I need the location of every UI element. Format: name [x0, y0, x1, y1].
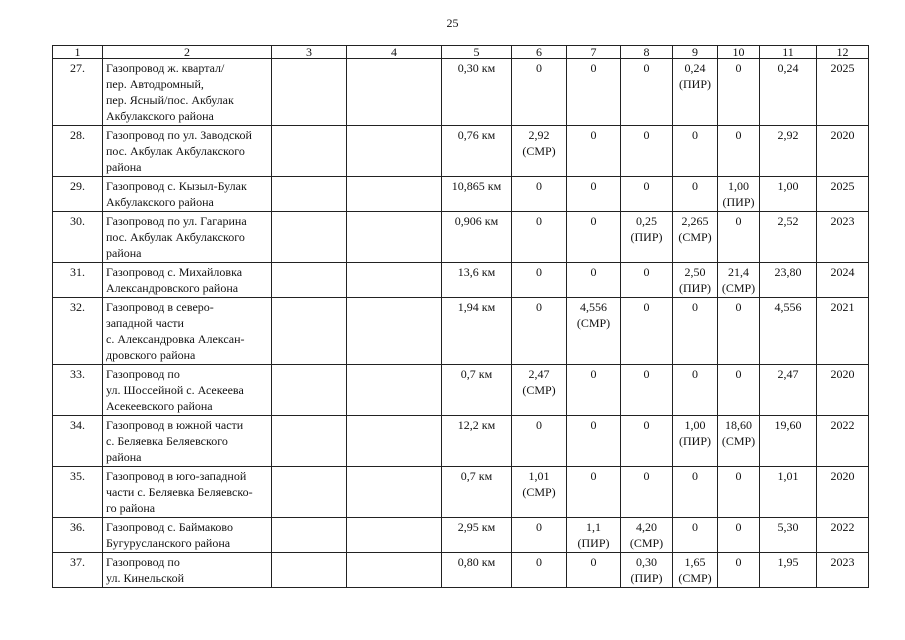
object-name-cell: Газопровод в юго-западной части с. Беляевка Беляевско- го района: [103, 467, 272, 518]
col3-cell: [272, 177, 347, 212]
col4-cell: [347, 365, 442, 416]
col6-cell: 2,47 (СМР): [512, 365, 567, 416]
row-number-cell: 35.: [53, 467, 103, 518]
object-name-cell: Газопровод в южной части с. Беляевка Беляевского района: [103, 416, 272, 467]
header-cell: 4: [347, 46, 442, 59]
object-name-cell: Газопровод по ул. Заводской пос. Акбулак Акбулакского района: [103, 126, 272, 177]
col7-cell: 0: [567, 467, 621, 518]
col6-cell: 0: [512, 177, 567, 212]
object-name-cell: Газопровод по ул. Гагарина пос. Акбулак Акбулакского района: [103, 212, 272, 263]
year-cell: 2024: [817, 263, 869, 298]
total-cell: 23,80: [760, 263, 817, 298]
col10-cell: 21,4 (СМР): [718, 263, 760, 298]
col6-cell: 0: [512, 212, 567, 263]
col9-cell: 0: [673, 126, 718, 177]
col4-cell: [347, 518, 442, 553]
col4-cell: [347, 298, 442, 365]
col7-cell: 4,556 (СМР): [567, 298, 621, 365]
length-cell: 12,2 км: [442, 416, 512, 467]
col3-cell: [272, 59, 347, 126]
col3-cell: [272, 365, 347, 416]
col6-cell: 0: [512, 263, 567, 298]
table-row: [53, 263, 869, 298]
object-name-cell: Газопровод ж. квартал/ пер. Автодромный, пер. Ясный/пос. Акбулак Акбулакского района: [103, 59, 272, 126]
col4-cell: [347, 553, 442, 588]
col9-cell: 0: [673, 365, 718, 416]
col7-cell: 0: [567, 416, 621, 467]
col7-cell: 1,1 (ПИР): [567, 518, 621, 553]
col9-cell: 0: [673, 518, 718, 553]
year-cell: 2020: [817, 467, 869, 518]
row-number-cell: 30.: [53, 212, 103, 263]
row-number-cell: 34.: [53, 416, 103, 467]
table-row: [53, 59, 869, 126]
col10-cell: 0: [718, 553, 760, 588]
row-number-cell: 32.: [53, 298, 103, 365]
row-number-cell: 37.: [53, 553, 103, 588]
col10-cell: 0: [718, 126, 760, 177]
length-cell: 2,95 км: [442, 518, 512, 553]
year-cell: 2020: [817, 126, 869, 177]
page-number: 25: [446, 16, 459, 30]
col7-cell: 0: [567, 59, 621, 126]
col8-cell: 0: [621, 365, 673, 416]
header-cell: 12: [817, 46, 869, 59]
col6-cell: 0: [512, 59, 567, 126]
col8-cell: 0,25 (ПИР): [621, 212, 673, 263]
col3-cell: [272, 553, 347, 588]
col6-cell: 0: [512, 553, 567, 588]
col7-cell: 0: [567, 212, 621, 263]
col7-cell: 0: [567, 553, 621, 588]
col7-cell: 0: [567, 263, 621, 298]
length-cell: 0,30 км: [442, 59, 512, 126]
table-row: [53, 365, 869, 416]
col3-cell: [272, 467, 347, 518]
header-cell: 2: [103, 46, 272, 59]
total-cell: 1,95: [760, 553, 817, 588]
year-cell: 2022: [817, 518, 869, 553]
col3-cell: [272, 518, 347, 553]
col4-cell: [347, 126, 442, 177]
total-cell: 2,47: [760, 365, 817, 416]
year-cell: 2023: [817, 553, 869, 588]
col6-cell: 0: [512, 416, 567, 467]
row-number-cell: 33.: [53, 365, 103, 416]
col4-cell: [347, 416, 442, 467]
col8-cell: 0: [621, 416, 673, 467]
col10-cell: 1,00 (ПИР): [718, 177, 760, 212]
total-cell: 4,556: [760, 298, 817, 365]
col10-cell: 0: [718, 365, 760, 416]
col4-cell: [347, 212, 442, 263]
col8-cell: 0,30 (ПИР): [621, 553, 673, 588]
length-cell: 10,865 км: [442, 177, 512, 212]
row-number-cell: 27.: [53, 59, 103, 126]
col9-cell: 2,50 (ПИР): [673, 263, 718, 298]
col10-cell: 0: [718, 518, 760, 553]
year-cell: 2025: [817, 59, 869, 126]
header-cell: 11: [760, 46, 817, 59]
col8-cell: 0: [621, 177, 673, 212]
col9-cell: 0: [673, 467, 718, 518]
col3-cell: [272, 212, 347, 263]
year-cell: 2023: [817, 212, 869, 263]
col8-cell: 0: [621, 59, 673, 126]
col8-cell: 0: [621, 298, 673, 365]
table-row: [53, 416, 869, 467]
table-row: [53, 212, 869, 263]
total-cell: 5,30: [760, 518, 817, 553]
col9-cell: 1,00 (ПИР): [673, 416, 718, 467]
col10-cell: 0: [718, 298, 760, 365]
object-name-cell: Газопровод по ул. Шоссейной с. Асекеева Асекеевского района: [103, 365, 272, 416]
year-cell: 2021: [817, 298, 869, 365]
header-cell: 9: [673, 46, 718, 59]
object-name-cell: Газопровод с. Михайловка Александровского района: [103, 263, 272, 298]
total-cell: 1,01: [760, 467, 817, 518]
col8-cell: 0: [621, 263, 673, 298]
col3-cell: [272, 416, 347, 467]
col10-cell: 0: [718, 212, 760, 263]
total-cell: 2,52: [760, 212, 817, 263]
header-cell: 3: [272, 46, 347, 59]
year-cell: 2022: [817, 416, 869, 467]
col10-cell: 0: [718, 59, 760, 126]
col3-cell: [272, 126, 347, 177]
length-cell: 0,906 км: [442, 212, 512, 263]
header-cell: 1: [53, 46, 103, 59]
col7-cell: 0: [567, 365, 621, 416]
col9-cell: 0,24 (ПИР): [673, 59, 718, 126]
col4-cell: [347, 467, 442, 518]
length-cell: 13,6 км: [442, 263, 512, 298]
row-number-cell: 28.: [53, 126, 103, 177]
table-row: [53, 126, 869, 177]
row-number-cell: 29.: [53, 177, 103, 212]
col7-cell: 0: [567, 177, 621, 212]
header-cell: 10: [718, 46, 760, 59]
col6-cell: 0: [512, 518, 567, 553]
length-cell: 0,76 км: [442, 126, 512, 177]
col4-cell: [347, 177, 442, 212]
col9-cell: 0: [673, 177, 718, 212]
length-cell: 0,7 км: [442, 365, 512, 416]
col3-cell: [272, 263, 347, 298]
object-name-cell: Газопровод по ул. Кинельской: [103, 553, 272, 588]
col8-cell: 0: [621, 126, 673, 177]
object-name-cell: Газопровод в северо- западной части с. Александровка Алексан- дровского района: [103, 298, 272, 365]
header-cell: 7: [567, 46, 621, 59]
col8-cell: 4,20 (СМР): [621, 518, 673, 553]
row-number-cell: 36.: [53, 518, 103, 553]
gas-pipeline-table: [52, 45, 869, 588]
table-row: [53, 177, 869, 212]
header-cell: 6: [512, 46, 567, 59]
col9-cell: 1,65 (СМР): [673, 553, 718, 588]
col10-cell: 0: [718, 467, 760, 518]
table-row: [53, 553, 869, 588]
total-cell: 1,00: [760, 177, 817, 212]
object-name-cell: Газопровод с. Баймаково Бугурусланского района: [103, 518, 272, 553]
col3-cell: [272, 298, 347, 365]
header-row: [53, 46, 869, 59]
header-cell: 5: [442, 46, 512, 59]
total-cell: 0,24: [760, 59, 817, 126]
col9-cell: 0: [673, 298, 718, 365]
total-cell: 19,60: [760, 416, 817, 467]
table-row: [53, 518, 869, 553]
col6-cell: 2,92 (СМР): [512, 126, 567, 177]
length-cell: 1,94 км: [442, 298, 512, 365]
col4-cell: [347, 263, 442, 298]
length-cell: 0,7 км: [442, 467, 512, 518]
object-name-cell: Газопровод с. Кызыл-Булак Акбулакского района: [103, 177, 272, 212]
row-number-cell: 31.: [53, 263, 103, 298]
table-row: [53, 467, 869, 518]
col6-cell: 1,01 (СМР): [512, 467, 567, 518]
col6-cell: 0: [512, 298, 567, 365]
col9-cell: 2,265 (СМР): [673, 212, 718, 263]
length-cell: 0,80 км: [442, 553, 512, 588]
header-cell: 8: [621, 46, 673, 59]
col7-cell: 0: [567, 126, 621, 177]
total-cell: 2,92: [760, 126, 817, 177]
table-row: [53, 298, 869, 365]
year-cell: 2020: [817, 365, 869, 416]
year-cell: 2025: [817, 177, 869, 212]
col8-cell: 0: [621, 467, 673, 518]
col10-cell: 18,60 (СМР): [718, 416, 760, 467]
col4-cell: [347, 59, 442, 126]
